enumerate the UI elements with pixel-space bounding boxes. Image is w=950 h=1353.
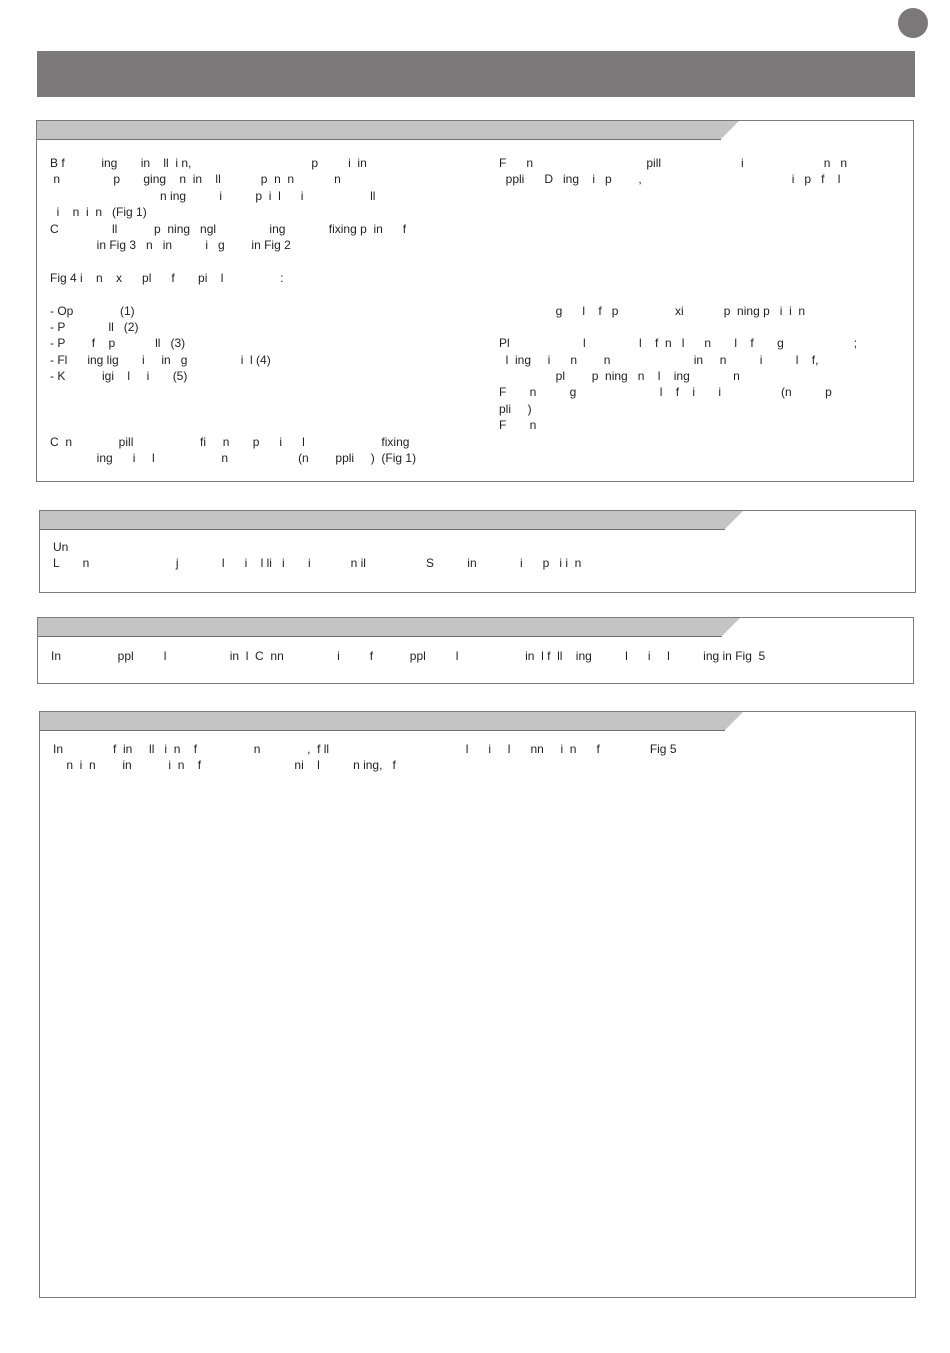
text-line <box>499 188 857 204</box>
text-line: Pl l l f n l n l f g ; <box>499 336 858 351</box>
text-line: i n i n (Fig 1) <box>50 205 147 220</box>
text-line: C n pill fi n p i l fixing <box>50 434 410 449</box>
text-line: in Fig 3 n in i g in Fig 2 <box>50 237 291 252</box>
section-installation <box>36 120 914 482</box>
text-line <box>499 270 857 286</box>
text-line: F n <box>499 418 537 433</box>
section-text <box>53 539 581 572</box>
text-line: - Op (1) <box>50 303 135 318</box>
section-tab <box>40 511 725 530</box>
text-line <box>50 417 416 433</box>
text-line: n p ging n in ll p n n n <box>50 172 341 187</box>
text-line <box>499 204 857 220</box>
section-text <box>51 648 765 664</box>
text-line: pl p ning n l ing n <box>499 369 740 384</box>
left-column <box>50 155 416 466</box>
text-line: - P f p ll (3) <box>50 336 186 351</box>
text-line: Un <box>53 540 69 554</box>
text-line: F n pill i n n <box>499 156 848 170</box>
text-line: l ing i n n in n i l f, <box>499 352 819 367</box>
text-line <box>499 221 857 237</box>
text-line: L n j l i l li i i n il S in i p i i n <box>53 556 582 571</box>
section-text <box>53 741 677 774</box>
text-line: C ll p ning ngl ing fixing p in f <box>50 221 407 236</box>
right-column <box>499 155 857 434</box>
text-line <box>50 401 416 417</box>
text-line: n i n in i n f ni l n ing, f <box>53 758 396 773</box>
page-marker-circle <box>898 8 928 38</box>
text-line <box>499 237 857 253</box>
text-line <box>499 319 857 335</box>
text-line: In f in ll i n f n , f ll l i l nn i n f Fig 5 <box>53 742 677 756</box>
text-line: g l f p xi p ning p i i n <box>499 303 806 318</box>
text-line <box>499 286 857 302</box>
text-line: Fig 4 i n x pl f pi l : <box>50 270 284 285</box>
section-3 <box>37 617 914 684</box>
text-line <box>50 384 416 400</box>
text-line: ing i l n (n ppli ) (Fig 1) <box>50 451 417 466</box>
section-tab <box>38 618 722 637</box>
text-line <box>50 286 416 302</box>
text-line <box>50 253 416 269</box>
section-tab <box>40 712 725 731</box>
text-line: - Fl ing lig i in g i l (4) <box>50 352 271 367</box>
text-line: B f ing in ll i n, p i in <box>50 156 367 170</box>
text-line: In ppl l in l C nn i f ppl l in l f ll ing l i l ing in Fig 5 <box>51 649 766 663</box>
section-2 <box>39 510 916 593</box>
text-line: n ing i p i l i ll <box>50 188 376 203</box>
text-line: ppli D ing i p , i p f l <box>499 172 841 187</box>
text-line: F n g l f i i (n p <box>499 385 832 400</box>
text-line <box>499 253 857 269</box>
text-line: - K igi l i (5) <box>50 369 188 384</box>
text-line: pli ) <box>499 401 532 416</box>
section-tab <box>37 121 721 140</box>
text-line: - P ll (2) <box>50 319 139 334</box>
section-4 <box>39 711 916 1298</box>
chapter-header-bar <box>37 51 915 97</box>
